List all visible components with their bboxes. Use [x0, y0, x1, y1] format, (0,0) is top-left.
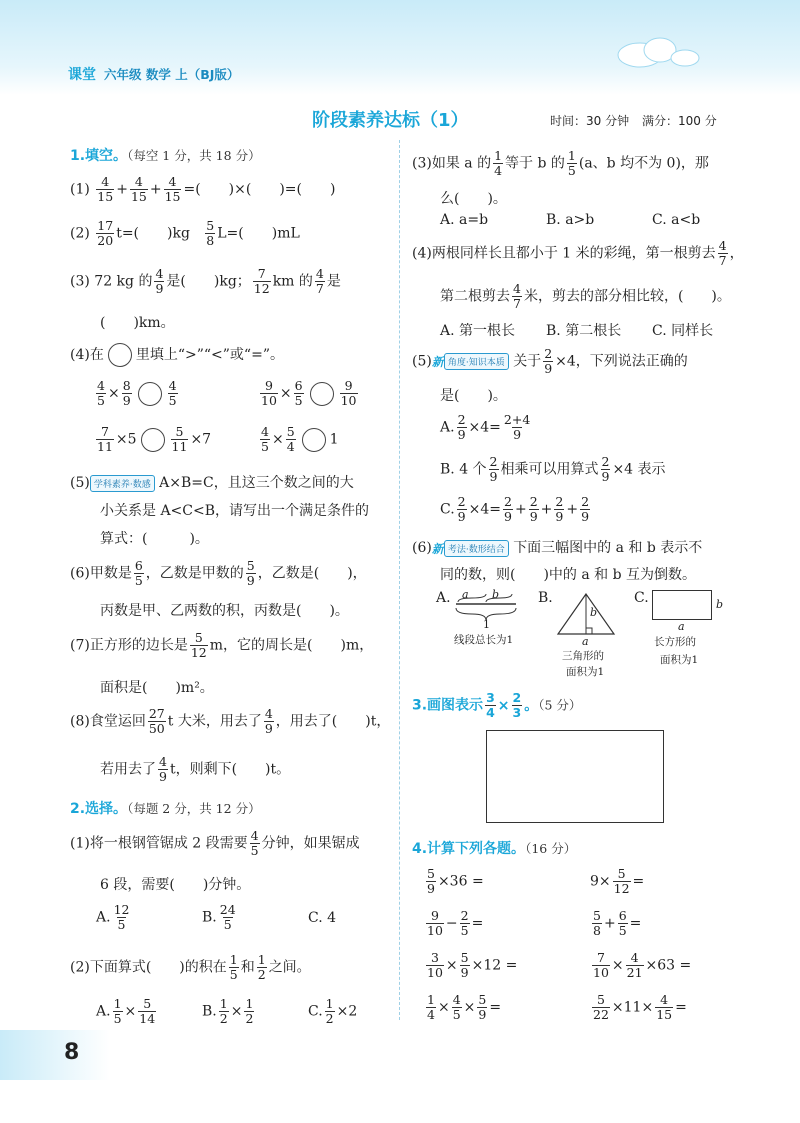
option-c[interactable]: C. $\frac{1}{2}$ ×2: [308, 996, 358, 1026]
s2-q3: (3)如果 a 的 $\frac{1}{4}$ 等于 b 的 $\frac{1}{5}$ (a、b 均不为 0)，那: [412, 148, 709, 178]
s1-q4-row1b: $\frac{9}{10}$ × $\frac{6}{5}$ $\frac{9}{10}$: [261, 378, 357, 408]
calc-7[interactable]: $\frac{1}{4}$ × $\frac{4}{5}$ × $\frac{5}{9}$ =: [427, 992, 502, 1022]
calc-4[interactable]: $\frac{5}{8}$ + $\frac{6}{5}$ =: [593, 908, 642, 938]
s2-q6-l2: 同的数，则( )中的 a 和 b 互为倒数。: [440, 567, 697, 583]
s1-q2: (2) $\frac{17}{20}$ t=( )kg $\frac{5}{8}$ L=( )mL: [70, 218, 300, 248]
s1-q5-l2: 小关系是 A<C<B，请写出一个满足条件的: [100, 503, 370, 519]
s2-q5-option-a[interactable]: A. $\frac{2}{9}$ ×4= $\frac{2+4}{9}$: [440, 412, 531, 442]
answer-circle[interactable]: [302, 428, 326, 452]
drawing-box[interactable]: [486, 730, 664, 823]
s1-q5: (5) 学科素养·数感 A×B=C，且这三个数之间的大: [70, 475, 354, 491]
s1-q7: (7)正方形的边长是 $\frac{5}{12}$ m，它的周长是( )m，: [70, 630, 374, 660]
option-a[interactable]: A. $\frac{1}{5}$ × $\frac{5}{14}$: [96, 996, 156, 1026]
literacy-tag: 学科素养·数感: [90, 475, 155, 492]
option-c[interactable]: C. a<b: [652, 212, 701, 228]
calc-8[interactable]: $\frac{5}{22}$ ×11× $\frac{4}{15}$ =: [593, 992, 687, 1022]
s2-q4-l2: 第二根剪去 $\frac{4}{7}$ 米，剪去的部分相比较，( )。: [440, 281, 731, 311]
option-a[interactable]: A. $\frac{12}{5}$: [96, 902, 130, 932]
s1-q4-row1a: $\frac{4}{5}$ × $\frac{8}{9}$ $\frac{4}{5}$: [97, 378, 177, 408]
s1-q5-l3: 算式：( )。: [100, 531, 209, 547]
option-a[interactable]: A. a=b: [440, 212, 489, 228]
s2-q1-l2: 6 段，需要( )分钟。: [100, 877, 251, 893]
s2-q5: (5)新 角度·知识本质 关于 $\frac{2}{9}$ ×4，下列说法正确的: [412, 346, 688, 376]
s1-q6-l2: 丙数是甲、乙两数的积，丙数是( )。: [100, 603, 349, 619]
calc-3[interactable]: $\frac{9}{10}$ − $\frac{2}{5}$ =: [427, 908, 484, 938]
s2-q2: (2)下面算式( )的积在 $\frac{1}{5}$ 和 $\frac{1}{2}$ 之间。: [70, 952, 311, 982]
s2-q5-option-b[interactable]: B. 4 个 $\frac{2}{9}$ 相乘可以用算式 $\frac{2}{9}$ ×4 表示: [440, 454, 666, 484]
s1-q8-l2: 若用去了 $\frac{4}{9}$ t，则剩下( )t。: [100, 754, 291, 784]
option-b[interactable]: B. a>b: [546, 212, 595, 228]
book-subtitle: 六年级 数学 上（BJ版）: [104, 67, 240, 82]
answer-circle[interactable]: [138, 382, 162, 406]
s2-q4: (4)两根同样长且都小于 1 米的彩绳，第一根剪去 $\frac{4}{7}$ ，: [412, 238, 744, 268]
s2-q6: (6)新 考法·数形结合 下面三幅图中的 a 和 b 表示不: [412, 540, 703, 556]
time-label: 时间：30 分钟: [550, 114, 630, 128]
s2-q5-l2: 是( )。: [440, 388, 507, 404]
figure-c-rectangle[interactable]: C. b a 长方形的 面积为1: [634, 590, 724, 666]
s1-q7-l2: 面积是( )m²。: [100, 680, 214, 696]
s2-q2-options: [96, 998, 414, 1025]
answer-circle[interactable]: [310, 382, 334, 406]
compare-circle-icon: [108, 343, 132, 367]
section-4-heading: 4.计算下列各题。（16 分）: [412, 841, 577, 857]
page-title: 阶段素养达标（1）: [312, 110, 469, 131]
calc-2[interactable]: 9× $\frac{5}{12}$ =: [590, 866, 645, 896]
figure-b-triangle[interactable]: B. b a 三角形的 面积为1: [538, 590, 628, 680]
angle-tag: 角度·知识本质: [444, 353, 509, 370]
s1-q4-row2b: $\frac{4}{5}$ × $\frac{5}{4}$ 1: [261, 424, 339, 454]
footer-band: [0, 1030, 110, 1080]
method-tag: 考法·数形结合: [444, 540, 509, 557]
option-a[interactable]: A. 第一根长: [440, 323, 516, 339]
option-b[interactable]: B. 第二根长: [546, 323, 622, 339]
s1-q6: (6)甲数是 $\frac{6}{5}$ ，乙数是甲数的 $\frac{5}{9}$ ，乙数是( )，: [70, 558, 367, 588]
s2-q4-options: [440, 320, 758, 340]
s1-q4: (4)在 里填上“>”“<”或“=”。: [70, 343, 284, 367]
option-c[interactable]: C. 同样长: [652, 323, 714, 339]
section-1-heading: 1.填空。（每空 1 分，共 18 分）: [70, 148, 261, 164]
section-2-heading: 2.选择。（每题 2 分，共 12 分）: [70, 801, 261, 817]
s1-q3: (3) 72 kg 的 $\frac{4}{9}$ 是( )kg； $\frac{7}{12}$ km 的 $\frac{4}{7}$ 是: [70, 266, 341, 296]
s2-q3-options: [440, 212, 758, 228]
s2-q1-options: [96, 904, 414, 931]
figure-a-segment[interactable]: A. a b 1 线段总长为1: [436, 590, 536, 650]
option-b[interactable]: B. $\frac{24}{5}$: [202, 902, 236, 932]
answer-circle[interactable]: [141, 428, 165, 452]
s2-q5-option-c[interactable]: C. $\frac{2}{9}$ ×4= $\frac{2}{9}$ + $\frac{2}{9}$ + $\frac{2}{9}$ + $\frac{2}{9}$: [440, 494, 590, 524]
calc-1[interactable]: $\frac{5}{9}$ ×36 =: [427, 866, 484, 896]
s2-q1: (1)将一根钢管锯成 2 段需要 $\frac{4}{5}$ 分钟，如果锯成: [70, 828, 360, 858]
s2-q3-l2: 么( )。: [440, 191, 507, 207]
cloud-decoration-icon: [600, 30, 720, 75]
s1-q3-cont: ( )km。: [100, 315, 175, 331]
s1-q1: (1) $\frac{4}{15}$ + $\frac{4}{15}$ + $\frac{4}{15}$ =( )×( )=( ): [70, 174, 336, 204]
page-number: 8: [64, 1040, 80, 1065]
brand-logo: 课堂: [68, 67, 96, 83]
calc-5[interactable]: $\frac{3}{10}$ × $\frac{5}{9}$ ×12 =: [427, 950, 518, 980]
score-label: 满分：100 分: [642, 114, 717, 128]
option-c[interactable]: C. 4: [308, 909, 337, 926]
s1-q4-row2a: $\frac{7}{11}$ ×5 $\frac{5}{11}$ ×7: [97, 424, 212, 454]
s1-q8: (8)食堂运回 $\frac{27}{50}$ t 大米，用去了 $\frac{4}{9}$ ，用去了( )t，: [70, 706, 391, 736]
option-b[interactable]: B. $\frac{1}{2}$ × $\frac{1}{2}$: [202, 996, 254, 1026]
calc-6[interactable]: $\frac{7}{10}$ × $\frac{4}{21}$ ×63 =: [593, 950, 692, 980]
section-3-heading: 3.画图表示 $\frac{3}{4}$ × $\frac{2}{3}$ 。（5 分）: [412, 690, 582, 720]
column-divider: [399, 140, 400, 1020]
